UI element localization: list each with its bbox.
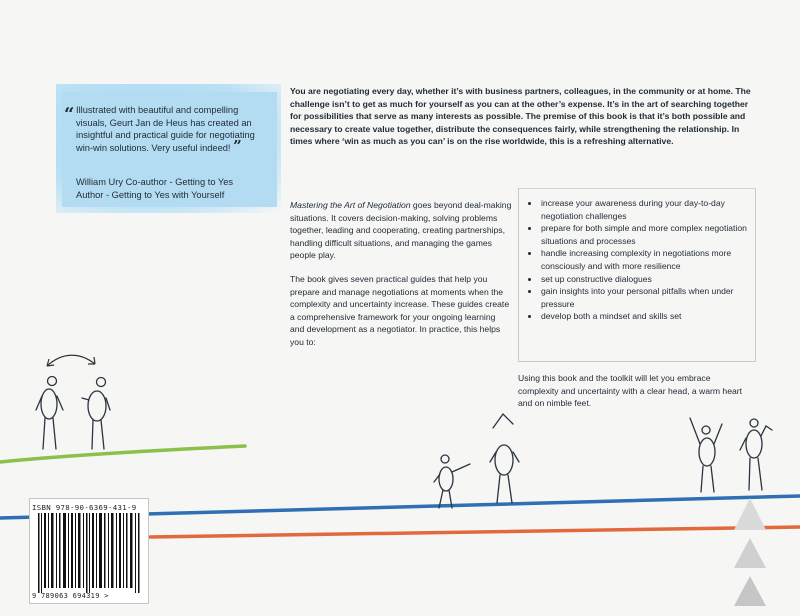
quote-attribution: William Ury Co-author - Getting to Yes Author - Getting to Yes with Yourself: [76, 177, 234, 200]
orange-line: [150, 527, 800, 537]
close-quote-mark: ”: [233, 136, 242, 155]
double-arrow-icon: [47, 355, 95, 366]
barcode-bars-icon: [38, 513, 142, 593]
description-paragraph-2: The book gives seven practical guides that help you prepare and manage negotiations at moments when the complexity and uncertainty increase. These guides create a comprehensive framework for your ongoing learning and development as a negotiator. In practice, this helps you to:: [290, 273, 510, 347]
barcode: [29, 498, 149, 604]
publisher-logo-icon: [716, 498, 776, 610]
open-quote-mark: “: [64, 104, 75, 125]
stick-figure: [82, 378, 110, 450]
green-line: [0, 446, 245, 462]
list-item: set up constructive dialogues: [526, 273, 751, 286]
list-item: handle increasing complexity in negotiations more consciously and with more resilience: [526, 247, 751, 272]
list-item: develop both a mindset and skills set: [526, 310, 751, 323]
stick-figure: [490, 414, 519, 503]
description-paragraph-1: Mastering the Art of Negotiation goes beyond deal-making situations. It covers decision-making, solving problems together, leading and cooperating, creating partnerships, handling difficult situations, and managing the games people play.: [290, 200, 512, 261]
stick-figure: [740, 419, 772, 490]
intro-paragraph: You are negotiating every day, whether it’s with business partners, colleagues, in the community or at home. The challenge isn’t to get as much for yourself as you can at the other’s expense. It’s in the art of searching together for possibilities that serve as many interests as possible. The premise of this book is that it’s both possible and necessary to create value together, distribute the consequences fairly, while strengthening the relationship. In times where ‘win as much as you can’ is on the rise worldwide, this is a refreshing alternative.: [290, 86, 751, 147]
isbn-label: ISBN 978-90-6369-431-9: [32, 503, 137, 512]
list-item: prepare for both simple and more complex negotiation situations and processes: [526, 222, 751, 247]
list-item: gain insights into your personal pitfalls when under pressure: [526, 285, 751, 310]
closing-paragraph: Using this book and the toolkit will let you embrace complexity and uncertainty with a clear head, a warm heart and on nimble feet.: [518, 373, 743, 409]
list-item: increase your awareness during your day-to-day negotiation challenges: [526, 197, 751, 222]
quote-text: Illustrated with beautiful and compelling visuals, Geurt Jan de Heus has created an insightful and practical guide for negotiating win-win solutions. Very useful indeed! ”: [76, 105, 255, 155]
stick-figure-pointing: [434, 455, 470, 508]
barcode-digits: 9 789063 694319 >: [32, 592, 109, 600]
stick-figure: [36, 377, 63, 450]
book-title: Mastering the Art of Negotiation: [290, 200, 411, 210]
stick-figure-cheering: [690, 418, 722, 492]
